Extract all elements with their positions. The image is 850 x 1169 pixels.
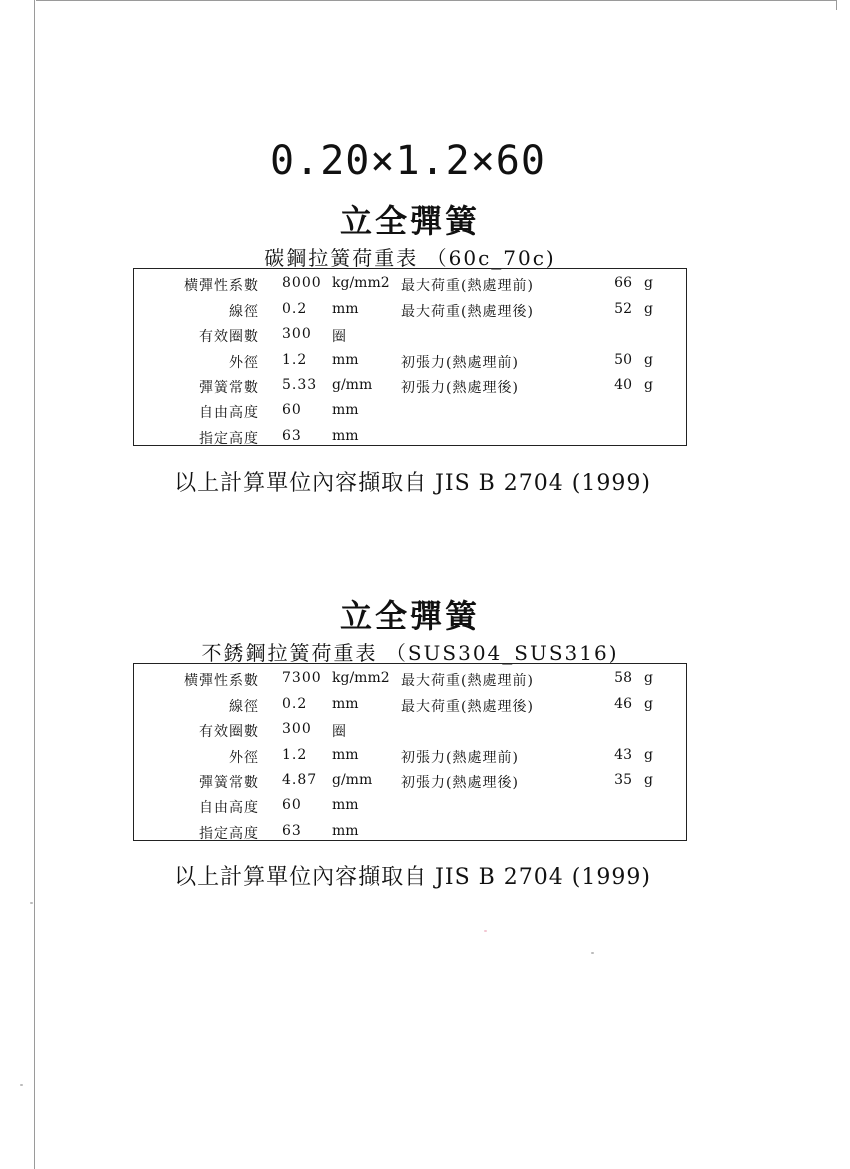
row-unit: mm — [332, 823, 359, 839]
row-unit: mm — [332, 352, 359, 368]
load-label: 最大荷重(熱處理後) — [401, 304, 534, 320]
row-unit: mm — [332, 797, 359, 813]
scan-speck — [484, 930, 487, 932]
row-value: 300 — [282, 326, 312, 342]
load-unit: g — [644, 747, 653, 763]
scan-top-edge-line — [36, 0, 836, 1]
load-value: 58 — [614, 670, 632, 686]
row-unit: 圈 — [332, 329, 346, 345]
load-table — [133, 268, 687, 446]
load-unit: g — [644, 301, 653, 317]
load-unit: g — [644, 670, 653, 686]
row-value: 1.2 — [282, 747, 308, 763]
row-value: 0.2 — [282, 696, 308, 712]
load-value: 46 — [614, 696, 632, 712]
row-label: 外徑 — [229, 750, 259, 766]
source-footnote: 以上計算單位內容擷取自 JIS B 2704 (1999) — [174, 471, 651, 496]
row-label: 彈簧常數 — [199, 380, 259, 396]
row-unit: g/mm — [332, 772, 373, 788]
row-label: 線徑 — [229, 699, 259, 715]
source-footnote: 以上計算單位內容擷取自 JIS B 2704 (1999) — [174, 865, 651, 890]
load-label: 初張力(熱處理後) — [401, 380, 519, 396]
company-name: 立全彈簧 — [339, 202, 480, 240]
row-value: 5.33 — [282, 377, 318, 393]
load-value: 50 — [614, 352, 632, 368]
main-title: 0.20×1.2×60 — [270, 138, 546, 184]
load-value: 52 — [614, 301, 632, 317]
row-label: 自由高度 — [199, 800, 259, 816]
load-label: 最大荷重(熱處理前) — [401, 278, 534, 294]
row-label: 指定高度 — [199, 431, 259, 447]
load-value: 35 — [614, 772, 632, 788]
load-label: 初張力(熱處理後) — [401, 775, 519, 791]
row-value: 8000 — [282, 275, 322, 291]
load-label: 初張力(熱處理前) — [401, 750, 519, 766]
load-value: 40 — [614, 377, 632, 393]
row-unit: g/mm — [332, 377, 373, 393]
load-unit: g — [644, 772, 653, 788]
row-value: 63 — [282, 428, 302, 444]
row-label: 横彈性系數 — [184, 278, 259, 294]
row-label: 有效圈數 — [199, 329, 259, 345]
row-value: 0.2 — [282, 301, 308, 317]
row-unit: mm — [332, 696, 359, 712]
row-label: 指定高度 — [199, 826, 259, 842]
row-value: 60 — [282, 797, 302, 813]
load-unit: g — [644, 352, 653, 368]
load-label: 最大荷重(熱處理後) — [401, 699, 534, 715]
load-label: 最大荷重(熱處理前) — [401, 673, 534, 689]
scan-speck — [20, 1084, 23, 1086]
table-subtitle: 碳鋼拉簧荷重表 （60c_70c) — [264, 246, 556, 270]
row-label: 彈簧常數 — [199, 775, 259, 791]
row-unit: mm — [332, 301, 359, 317]
row-label: 自由高度 — [199, 405, 259, 421]
load-label: 初張力(熱處理前) — [401, 355, 519, 371]
load-value: 43 — [614, 747, 632, 763]
row-value: 4.87 — [282, 772, 318, 788]
row-label: 横彈性系數 — [184, 673, 259, 689]
row-unit: kg/mm2 — [332, 670, 390, 686]
row-value: 300 — [282, 721, 312, 737]
row-label: 有效圈數 — [199, 724, 259, 740]
table-subtitle: 不銹鋼拉簧荷重表 （SUS304_SUS316) — [201, 641, 619, 665]
scan-corner-mark — [836, 0, 837, 10]
row-unit: mm — [332, 747, 359, 763]
load-unit: g — [644, 696, 653, 712]
load-unit: g — [644, 275, 653, 291]
company-name: 立全彈簧 — [339, 597, 480, 635]
load-table — [133, 663, 687, 841]
row-label: 外徑 — [229, 355, 259, 371]
scan-speck — [30, 902, 33, 904]
row-value: 63 — [282, 823, 302, 839]
row-unit: kg/mm2 — [332, 275, 390, 291]
row-unit: mm — [332, 402, 359, 418]
row-label: 線徑 — [229, 304, 259, 320]
row-unit: 圈 — [332, 724, 346, 740]
row-value: 60 — [282, 402, 302, 418]
row-value: 7300 — [282, 670, 322, 686]
row-value: 1.2 — [282, 352, 308, 368]
scan-speck — [591, 952, 594, 954]
row-unit: mm — [332, 428, 359, 444]
load-value: 66 — [614, 275, 632, 291]
load-unit: g — [644, 377, 653, 393]
